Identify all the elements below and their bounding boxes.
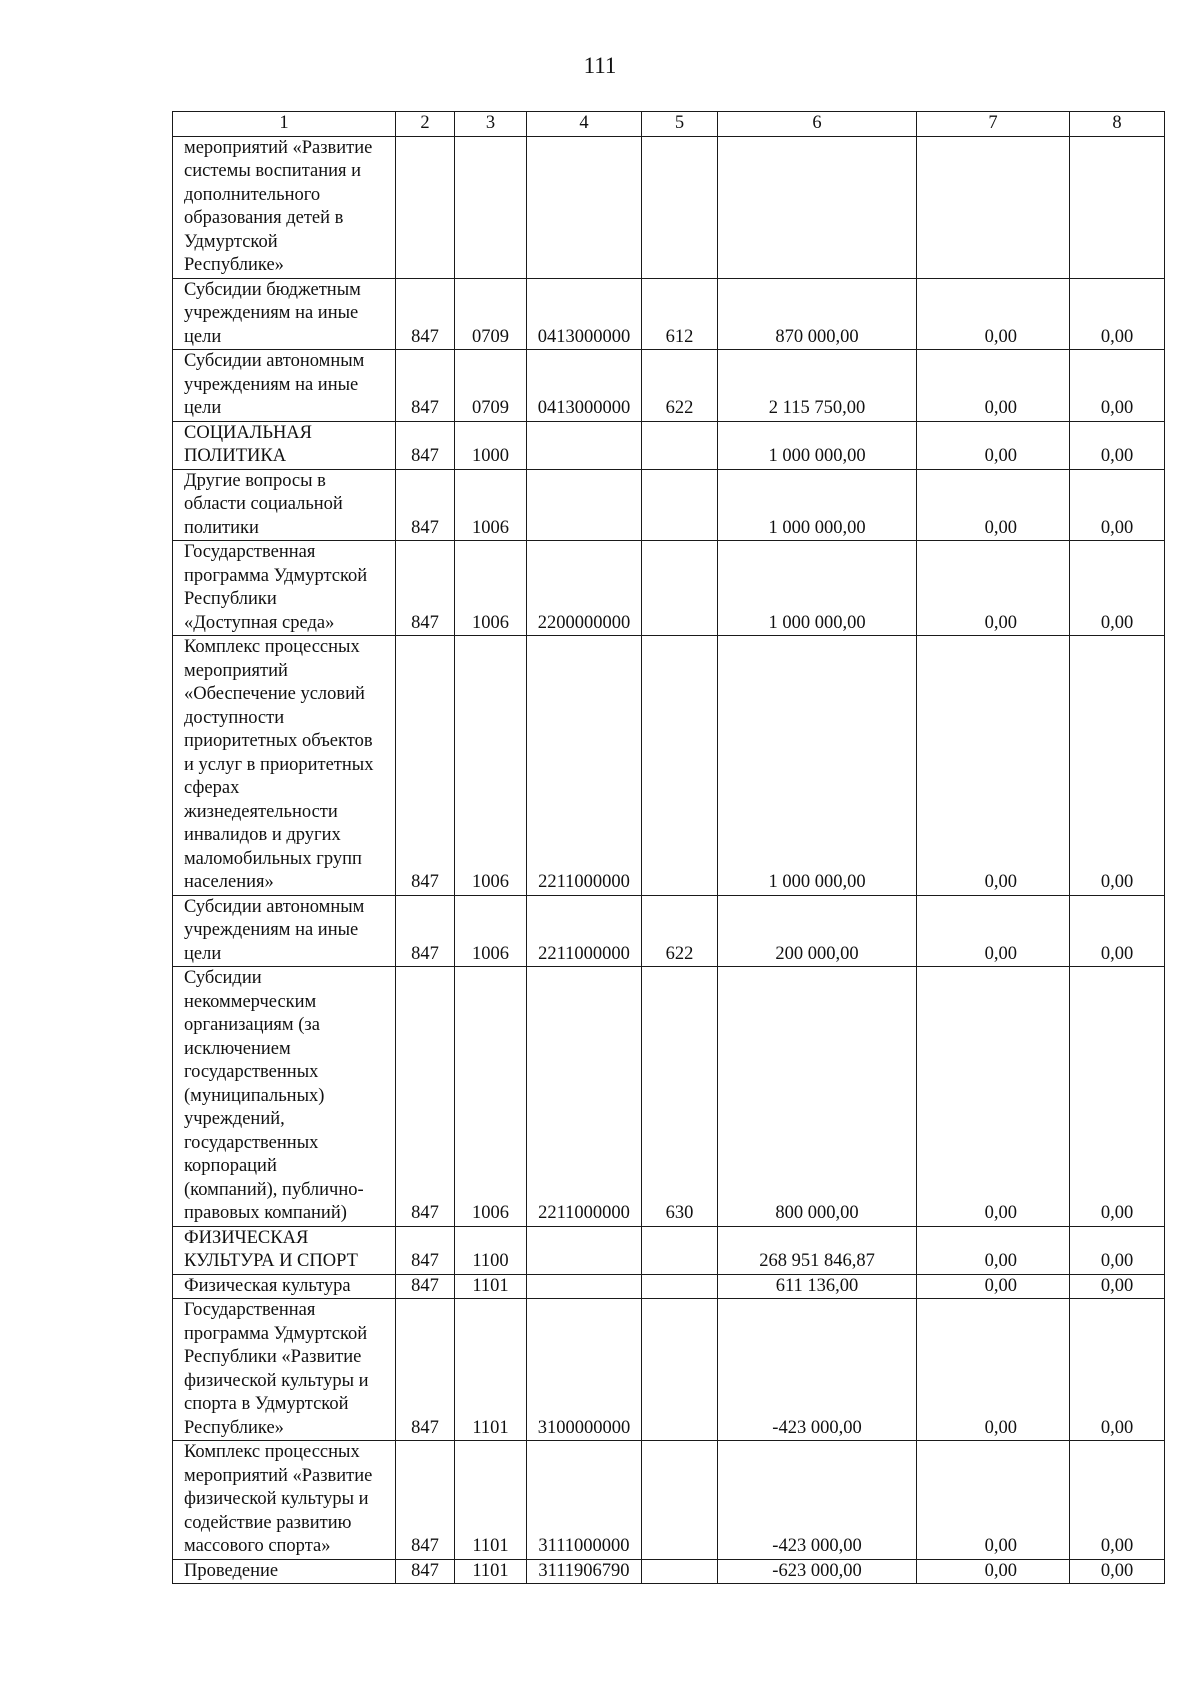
table-row	[173, 1226, 1165, 1274]
column-header-2: 2	[396, 112, 455, 137]
cell-section-code: 1100	[455, 1226, 527, 1274]
cell-target-item	[527, 1226, 642, 1274]
cell-target-item	[527, 1274, 642, 1299]
cell-expense-type: 622	[642, 350, 718, 422]
table-row	[173, 1441, 1165, 1560]
table-row	[173, 1274, 1165, 1299]
cell-amount: 200 000,00	[718, 895, 917, 967]
cell-amount: 1 000 000,00	[718, 636, 917, 896]
cell-section-code: 0709	[455, 350, 527, 422]
table-row	[173, 136, 1165, 278]
cell-target-item: 3111906790	[527, 1559, 642, 1584]
cell-ministry-code: 847	[396, 278, 455, 350]
cell-amount: -623 000,00	[718, 1559, 917, 1584]
cell-amount: 1 000 000,00	[718, 469, 917, 541]
cell-amount-col8: 0,00	[1070, 541, 1165, 636]
column-header-8: 8	[1070, 112, 1165, 137]
cell-amount-col7: 0,00	[917, 350, 1070, 422]
cell-section-code	[455, 136, 527, 278]
page-number: 111	[583, 53, 617, 78]
row-description: Государственная программа Удмуртской Республики «Развитие физической культуры и спорта в Удмуртской Республике»	[173, 1299, 396, 1441]
cell-amount-col7: 0,00	[917, 1559, 1070, 1584]
cell-amount-col8: 0,00	[1070, 967, 1165, 1227]
cell-amount: 1 000 000,00	[718, 421, 917, 469]
cell-amount: -423 000,00	[718, 1299, 917, 1441]
cell-amount: 611 136,00	[718, 1274, 917, 1299]
row-description: ФИЗИЧЕСКАЯ КУЛЬТУРА И СПОРТ	[173, 1226, 396, 1274]
row-description: Субсидии бюджетным учреждениям на иные цели	[173, 278, 396, 350]
column-header-7: 7	[917, 112, 1070, 137]
cell-amount-col8: 0,00	[1070, 1559, 1165, 1584]
cell-amount-col8: 0,00	[1070, 1299, 1165, 1441]
row-description: Проведение	[173, 1559, 396, 1584]
budget-table	[172, 111, 1165, 1584]
cell-amount-col7	[917, 136, 1070, 278]
row-description: Комплекс процессных мероприятий «Развитие физической культуры и содействие развитию массового спорта»	[173, 1441, 396, 1560]
cell-expense-type	[642, 469, 718, 541]
cell-section-code: 1006	[455, 541, 527, 636]
row-description: Субсидии автономным учреждениям на иные цели	[173, 895, 396, 967]
cell-amount-col8: 0,00	[1070, 469, 1165, 541]
cell-ministry-code: 847	[396, 350, 455, 422]
table-row	[173, 1299, 1165, 1441]
cell-expense-type	[642, 1299, 718, 1441]
cell-section-code: 1101	[455, 1299, 527, 1441]
table-row	[173, 421, 1165, 469]
cell-target-item	[527, 136, 642, 278]
cell-amount-col7: 0,00	[917, 421, 1070, 469]
cell-expense-type	[642, 1559, 718, 1584]
table-row	[173, 895, 1165, 967]
cell-amount-col8: 0,00	[1070, 636, 1165, 896]
cell-expense-type: 622	[642, 895, 718, 967]
row-description: СОЦИАЛЬНАЯ ПОЛИТИКА	[173, 421, 396, 469]
cell-ministry-code: 847	[396, 895, 455, 967]
cell-amount-col7: 0,00	[917, 1274, 1070, 1299]
cell-amount-col7: 0,00	[917, 541, 1070, 636]
cell-amount: 1 000 000,00	[718, 541, 917, 636]
cell-amount: 800 000,00	[718, 967, 917, 1227]
cell-amount-col8: 0,00	[1070, 421, 1165, 469]
cell-expense-type	[642, 421, 718, 469]
cell-amount-col7: 0,00	[917, 1299, 1070, 1441]
cell-ministry-code: 847	[396, 1559, 455, 1584]
cell-section-code: 0709	[455, 278, 527, 350]
cell-expense-type	[642, 1226, 718, 1274]
table-row	[173, 350, 1165, 422]
cell-target-item: 3100000000	[527, 1299, 642, 1441]
cell-amount: 870 000,00	[718, 278, 917, 350]
cell-amount-col8: 0,00	[1070, 895, 1165, 967]
cell-amount-col8: 0,00	[1070, 1274, 1165, 1299]
cell-target-item: 2200000000	[527, 541, 642, 636]
cell-section-code: 1006	[455, 469, 527, 541]
cell-target-item: 0413000000	[527, 278, 642, 350]
column-header-5: 5	[642, 112, 718, 137]
cell-expense-type	[642, 1274, 718, 1299]
cell-ministry-code: 847	[396, 1299, 455, 1441]
cell-amount: 2 115 750,00	[718, 350, 917, 422]
cell-amount	[718, 136, 917, 278]
cell-expense-type	[642, 136, 718, 278]
cell-amount-col8: 0,00	[1070, 1441, 1165, 1560]
cell-section-code: 1101	[455, 1274, 527, 1299]
cell-amount-col7: 0,00	[917, 278, 1070, 350]
cell-ministry-code: 847	[396, 1274, 455, 1299]
cell-amount-col8: 0,00	[1070, 350, 1165, 422]
row-description: Субсидии автономным учреждениям на иные цели	[173, 350, 396, 422]
row-description: Государственная программа Удмуртской Республики «Доступная среда»	[173, 541, 396, 636]
cell-section-code: 1006	[455, 895, 527, 967]
cell-expense-type: 612	[642, 278, 718, 350]
cell-ministry-code: 847	[396, 541, 455, 636]
cell-expense-type	[642, 541, 718, 636]
cell-target-item	[527, 421, 642, 469]
header-row	[173, 112, 1165, 137]
table-row	[173, 541, 1165, 636]
cell-target-item: 2211000000	[527, 895, 642, 967]
cell-amount: -423 000,00	[718, 1441, 917, 1560]
cell-ministry-code: 847	[396, 469, 455, 541]
cell-ministry-code: 847	[396, 1441, 455, 1560]
column-header-6: 6	[718, 112, 917, 137]
table-row	[173, 469, 1165, 541]
cell-amount-col7: 0,00	[917, 469, 1070, 541]
row-description: Субсидии некоммерческим организациям (за исключением государственных (муниципальных) учреждений, государственных корпораций (компаний), публично- правовых компаний)	[173, 967, 396, 1227]
row-description: Другие вопросы в области социальной политики	[173, 469, 396, 541]
cell-target-item	[527, 469, 642, 541]
cell-amount-col7: 0,00	[917, 1226, 1070, 1274]
cell-amount-col8: 0,00	[1070, 1226, 1165, 1274]
cell-ministry-code: 847	[396, 636, 455, 896]
cell-target-item: 2211000000	[527, 636, 642, 896]
cell-amount-col7: 0,00	[917, 967, 1070, 1227]
cell-amount-col7: 0,00	[917, 1441, 1070, 1560]
cell-ministry-code: 847	[396, 1226, 455, 1274]
cell-ministry-code: 847	[396, 967, 455, 1227]
cell-section-code: 1006	[455, 967, 527, 1227]
column-header-3: 3	[455, 112, 527, 137]
cell-target-item: 0413000000	[527, 350, 642, 422]
cell-amount-col7: 0,00	[917, 895, 1070, 967]
cell-amount-col7: 0,00	[917, 636, 1070, 896]
cell-target-item: 2211000000	[527, 967, 642, 1227]
row-description: Комплекс процессных мероприятий «Обеспечение условий доступности приоритетных объектов и услуг в приоритетных сферах жизнедеятельности инвалидов и других маломобильных групп населения»	[173, 636, 396, 896]
column-header-1: 1	[173, 112, 396, 137]
table-row	[173, 636, 1165, 896]
cell-amount-col8: 0,00	[1070, 278, 1165, 350]
cell-amount-col8	[1070, 136, 1165, 278]
cell-target-item: 3111000000	[527, 1441, 642, 1560]
cell-expense-type: 630	[642, 967, 718, 1227]
cell-ministry-code: 847	[396, 421, 455, 469]
cell-expense-type	[642, 1441, 718, 1560]
cell-section-code: 1000	[455, 421, 527, 469]
cell-section-code: 1006	[455, 636, 527, 896]
column-header-4: 4	[527, 112, 642, 137]
row-description: мероприятий «Развитие системы воспитания и дополнительного образования детей в Удмуртской Республике»	[173, 136, 396, 278]
table-row	[173, 1559, 1165, 1584]
cell-expense-type	[642, 636, 718, 896]
cell-section-code: 1101	[455, 1559, 527, 1584]
cell-ministry-code	[396, 136, 455, 278]
cell-amount: 268 951 846,87	[718, 1226, 917, 1274]
table-row	[173, 278, 1165, 350]
cell-section-code: 1101	[455, 1441, 527, 1560]
row-description: Физическая культура	[173, 1274, 396, 1299]
table-row	[173, 967, 1165, 1227]
